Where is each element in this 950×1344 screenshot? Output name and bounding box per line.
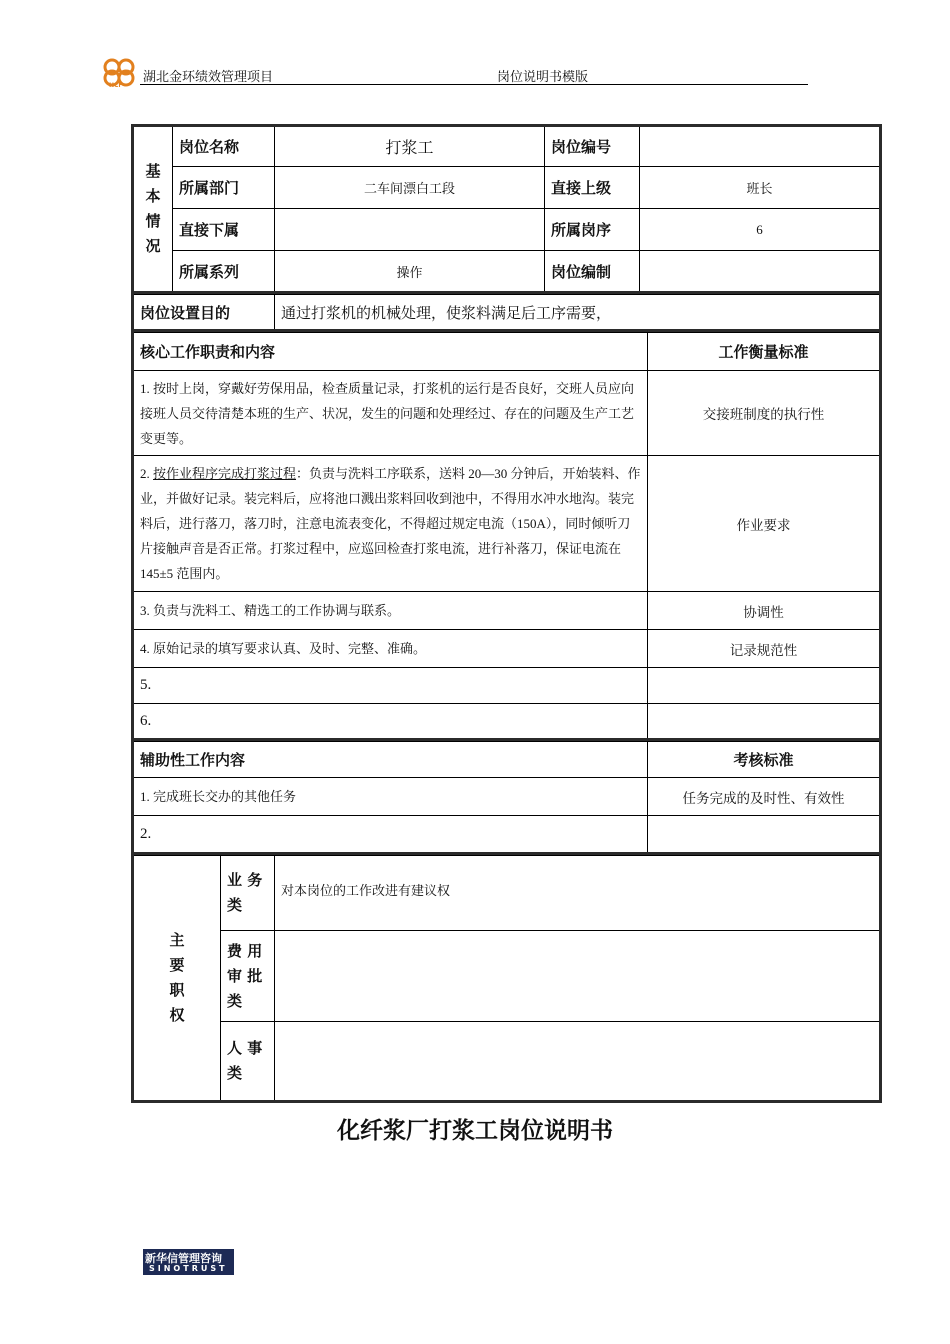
aux-duties-table xyxy=(131,741,882,855)
duty-standard: 协调性 xyxy=(648,592,881,630)
aux-std-header: 考核标准 xyxy=(648,742,881,778)
document-title: 化纤浆厂打浆工岗位说明书 xyxy=(337,1118,613,1144)
core-duties-table xyxy=(131,332,882,741)
duty-standard xyxy=(648,704,881,740)
logo-text: HCF xyxy=(109,82,123,89)
duty-link-text: 按作业程序完成打浆过程 xyxy=(153,466,297,481)
staffing-label: 岗位编制 xyxy=(545,251,640,293)
authority-table xyxy=(131,855,882,1103)
job-description-form xyxy=(131,124,882,1105)
basic-info-table xyxy=(131,124,882,294)
duty-item: 3. 负责与洗料工、精选工的工作协调与联系。 xyxy=(133,592,648,630)
sinotrust-logo xyxy=(143,1249,234,1275)
superior-value: 班长 xyxy=(640,167,881,209)
post-name-label: 岗位名称 xyxy=(173,126,275,167)
order-label: 所属岗序 xyxy=(545,209,640,251)
duty-standard: 记录规范性 xyxy=(648,630,881,668)
duty-standard: 作业要求 xyxy=(648,456,881,592)
duty-item: 6. xyxy=(133,704,648,740)
duty-item: 5. xyxy=(133,668,648,704)
duty-item: 4. 原始记录的填写要求认真、及时、完整、准确。 xyxy=(133,630,648,668)
page-header xyxy=(100,52,808,92)
subordinate-label: 直接下属 xyxy=(173,209,275,251)
duty-standard xyxy=(648,668,881,704)
core-duties-header: 核心工作职责和内容 xyxy=(133,333,648,371)
post-no-value xyxy=(640,126,881,167)
purpose-label: 岗位设置目的 xyxy=(133,295,275,331)
post-no-label: 岗位编号 xyxy=(545,126,640,167)
post-name-value: 打浆工 xyxy=(275,126,545,167)
duty-item: 2. 按作业程序完成打浆过程：负责与洗料工序联系，送料 20—30 分钟后，开始装料、作业，并做好记录。装完料后，应将池口溅出浆料回收到池中，不得用水冲水地沟。装完料后，进行落刀，落刀时，注意电流表变化，不得超过规定电流（150A），同时倾听刀片接触声音是否正常。打浆过程中，应巡回检查打浆电流，进行补落刀，保证电流在 145±5 范围内。 xyxy=(133,456,648,592)
authority-section-label: 主 要 职 权 xyxy=(133,856,221,1102)
staffing-value xyxy=(640,251,881,293)
order-value: 6 xyxy=(640,209,881,251)
aux-item: 2. xyxy=(133,816,648,854)
cost-authority xyxy=(275,931,881,1022)
series-label: 所属系列 xyxy=(173,251,275,293)
basic-section-label: 基 本 情 况 xyxy=(133,126,173,293)
core-std-header: 工作衡量标准 xyxy=(648,333,881,371)
aux-standard xyxy=(648,816,881,854)
hr-label: 人 事 类 xyxy=(221,1022,275,1102)
aux-standard: 任务完成的及时性、有效性 xyxy=(648,778,881,816)
cost-label: 费 用 审 批 类 xyxy=(221,931,275,1022)
series-value: 操作 xyxy=(275,251,545,293)
aux-header: 辅助性工作内容 xyxy=(133,742,648,778)
duty-item: 1. 按时上岗，穿戴好劳保用品，检查质量记录，打浆机的运行是否良好，交班人员应向接班人员交待清楚本班的生产、状况，发生的问题和处理经过、存在的问题及生产工艺变更等。 xyxy=(133,371,648,456)
purpose-table xyxy=(131,294,882,332)
purpose-text: 通过打浆机的机械处理，使浆料满足后工序需要， xyxy=(275,295,881,331)
header-divider xyxy=(140,84,808,85)
superior-label: 直接上级 xyxy=(545,167,640,209)
aux-item: 1. 完成班长交办的其他任务 xyxy=(133,778,648,816)
business-label: 业 务 类 xyxy=(221,856,275,931)
hr-authority xyxy=(275,1022,881,1102)
subordinate-value xyxy=(275,209,545,251)
duty-standard: 交接班制度的执行性 xyxy=(648,371,881,456)
footer-logo-cn: 新华信管理咨询 xyxy=(145,1252,222,1265)
dept-value: 二车间漂白工段 xyxy=(275,167,545,209)
dept-label: 所属部门 xyxy=(173,167,275,209)
business-authority: 对本岗位的工作改进有建议权 xyxy=(275,856,881,931)
doc-type: 岗位说明书模版 xyxy=(497,69,589,84)
footer-logo-en: SINOTRUST xyxy=(149,1264,228,1273)
project-name: 湖北金环绩效管理项目 xyxy=(143,69,274,84)
